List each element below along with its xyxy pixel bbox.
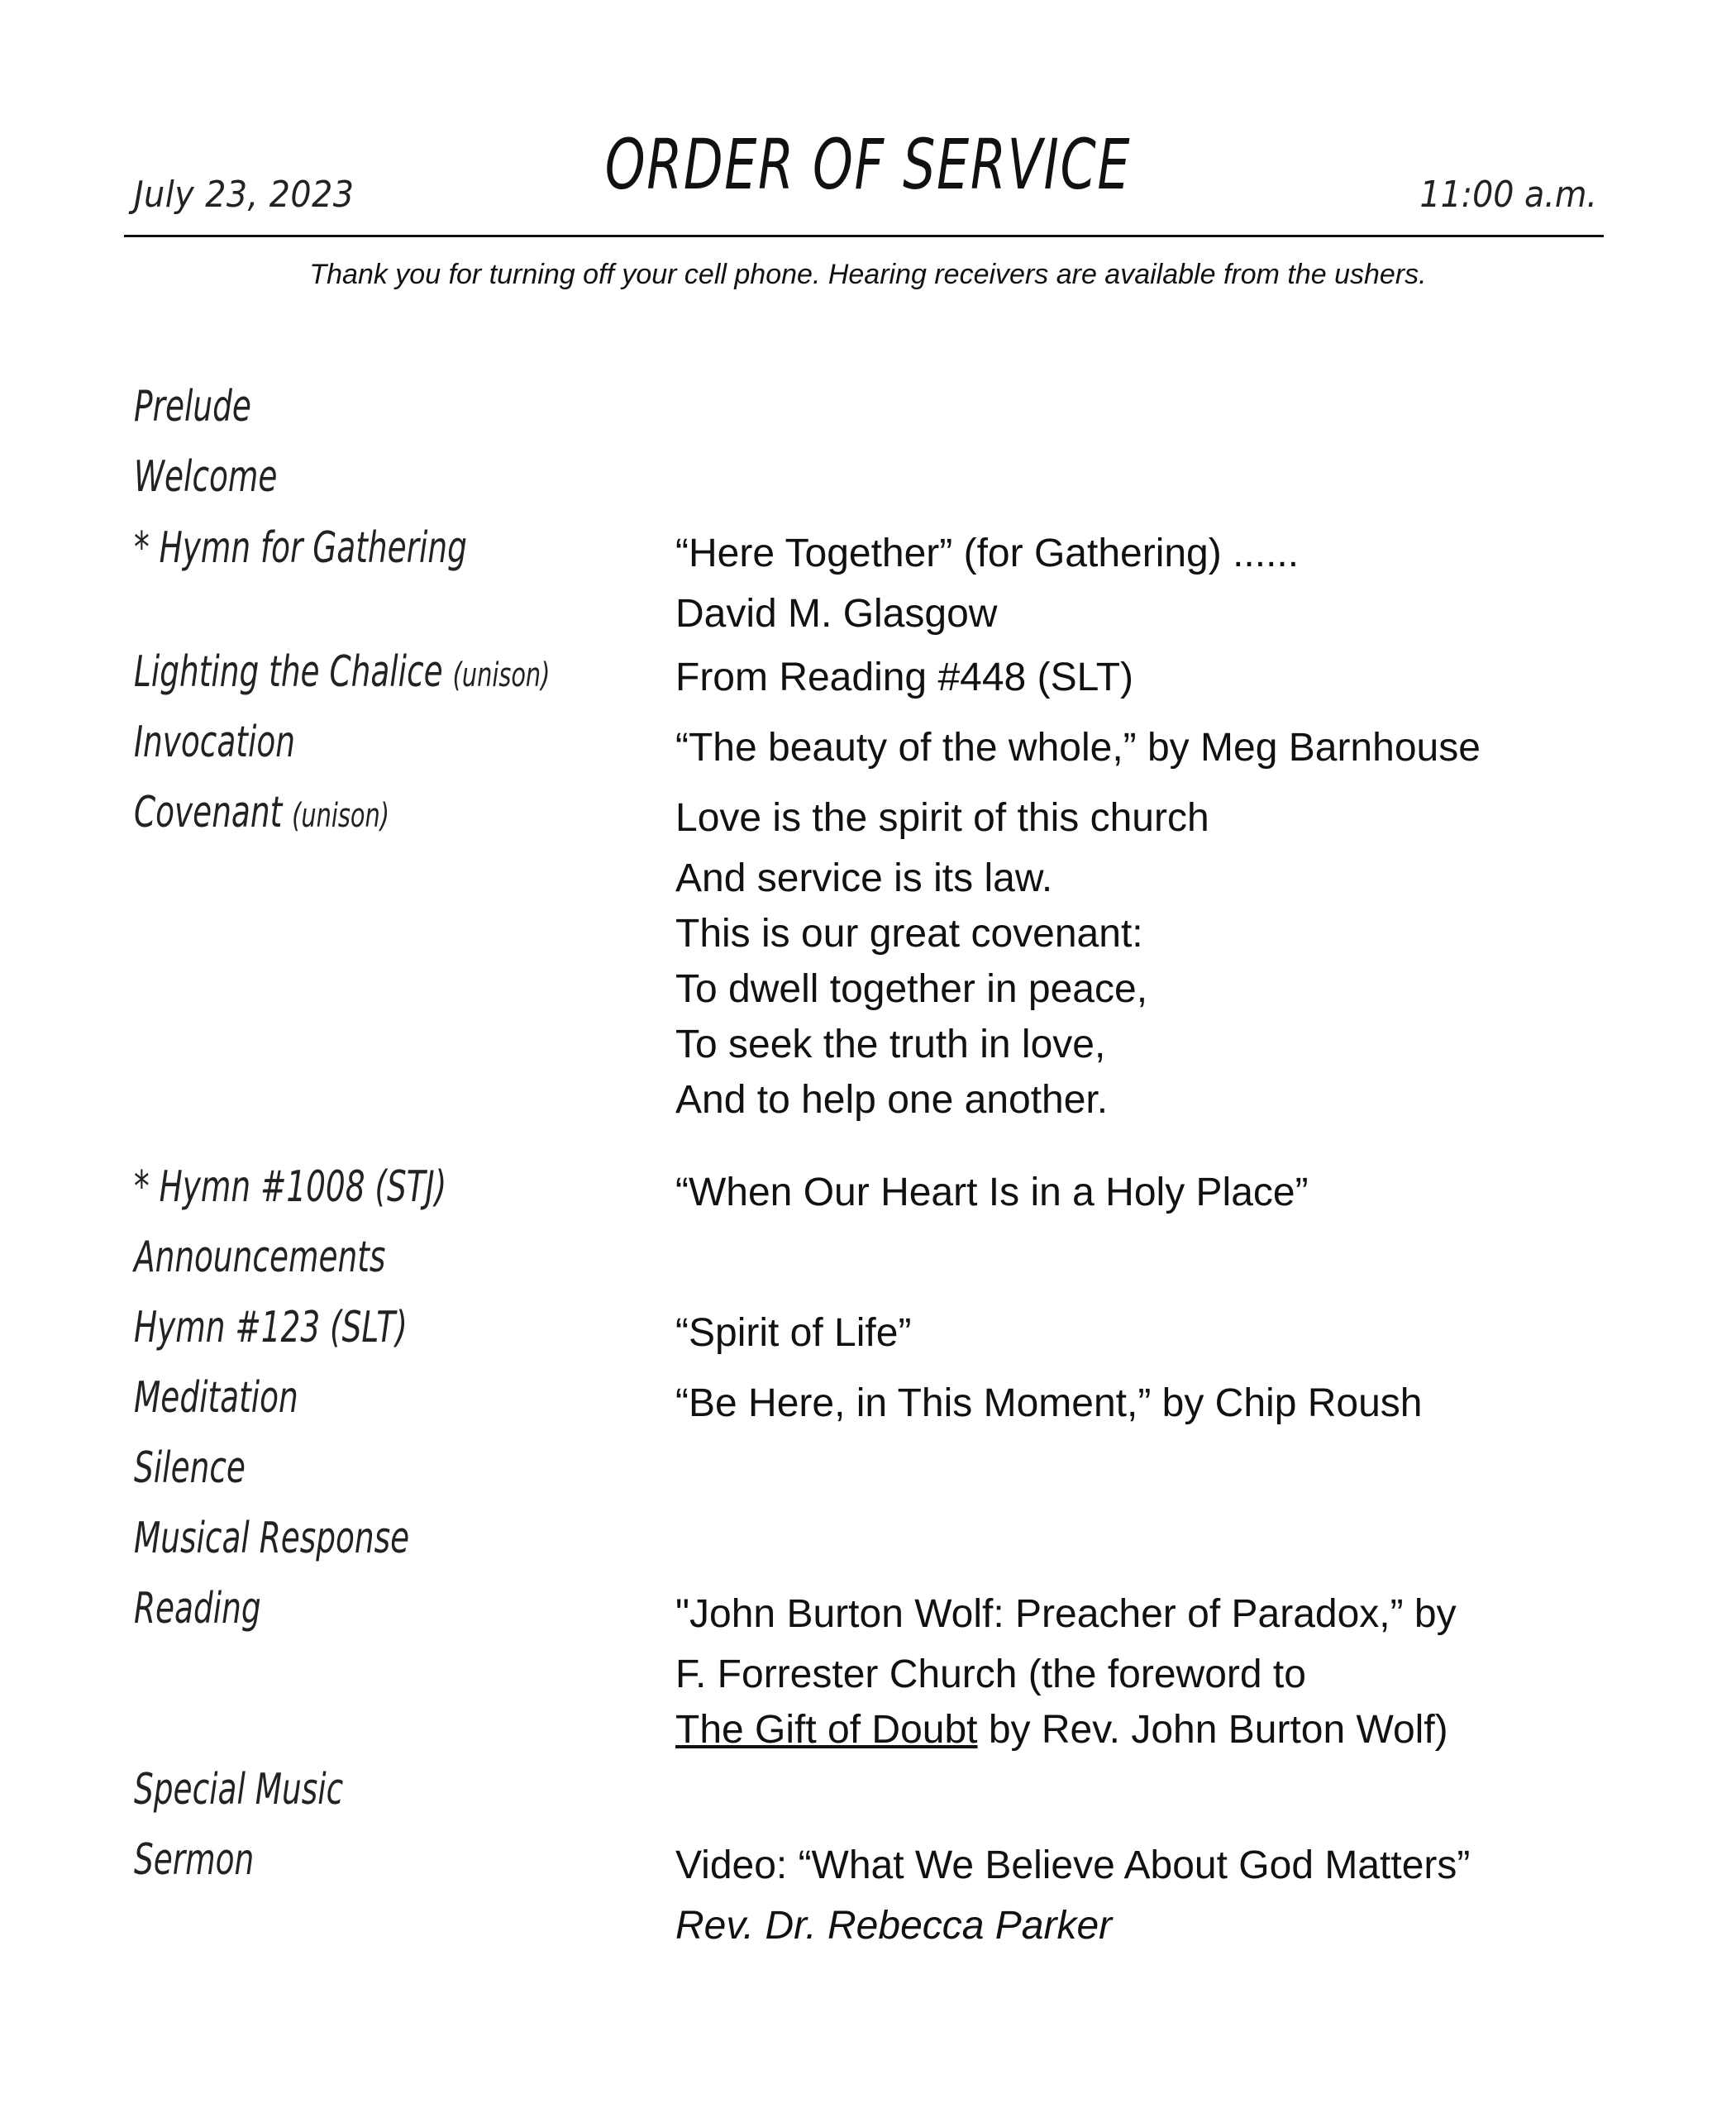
content-line: F. Forrester Church (the foreword to [675, 1653, 1306, 1696]
item-content [675, 526, 1610, 641]
item-content [675, 1376, 1610, 1431]
content-line: To seek the truth in love, [675, 1023, 1106, 1066]
item-content [675, 720, 1610, 775]
item-label: Announcements [134, 1233, 386, 1282]
header-divider [124, 235, 1604, 237]
label-text: Covenant [134, 788, 283, 837]
content-line: To dwell together in peace, [675, 967, 1148, 1011]
content-line: “Here Together” (for Gathering) ...... [675, 532, 1300, 575]
item-label [134, 647, 550, 697]
content-line: And to help one another. [675, 1078, 1109, 1122]
content-line: And service is its law. [675, 856, 1053, 900]
label-note: (unison) [292, 797, 389, 835]
service-time: 11:00 a.m. [1419, 174, 1597, 216]
content-line [675, 1702, 1610, 1757]
item-label [134, 788, 389, 837]
item-content [675, 1838, 1610, 1953]
sermon-speaker: Rev. Dr. Rebecca Parker [675, 1904, 1113, 1948]
item-label: Welcome [134, 452, 278, 502]
content-line: “When Our Heart Is in a Holy Place” [675, 1171, 1309, 1214]
item-content [675, 1305, 1610, 1361]
item-label: Musical Response [134, 1514, 410, 1563]
label-text: Lighting the Chalice [134, 647, 443, 697]
item-content [675, 650, 1610, 705]
page-title: ORDER OF SERVICE [604, 124, 1132, 205]
book-title: The Gift of Doubt [675, 1708, 978, 1752]
item-label: Meditation [134, 1373, 298, 1423]
item-content [675, 1586, 1610, 1757]
content-line: “The beauty of the whole,” by Meg Barnhouse [675, 726, 1481, 770]
content-line: Love is the spirit of this church [675, 796, 1209, 840]
item-label: * Hymn #1008 (STJ) [134, 1162, 447, 1212]
content-line: This is our great covenant: [675, 912, 1143, 956]
item-content [675, 1165, 1610, 1220]
service-date: July 23, 2023 [134, 174, 355, 216]
content-line: David M. Glasgow [675, 592, 998, 636]
item-label: Silence [134, 1443, 246, 1493]
item-label: Special Music [134, 1765, 344, 1815]
label-note: (unison) [452, 656, 551, 694]
item-content [675, 790, 1610, 1128]
content-line: “Spirit of Life” [675, 1311, 912, 1355]
item-label: * Hymn for Gathering [134, 523, 467, 573]
content-line: "John Burton Wolf: Preacher of Paradox,” by [675, 1592, 1457, 1636]
item-label: Invocation [134, 718, 295, 767]
book-rest: by Rev. John Burton Wolf) [977, 1708, 1448, 1752]
item-label: Prelude [134, 382, 251, 432]
content-line: “Be Here, in This Moment,” by Chip Roush [675, 1381, 1423, 1425]
item-label: Hymn #123 (SLT) [134, 1303, 408, 1352]
phone-notice: Thank you for turning off your cell phone. Hearing receivers are available from the ushers. [309, 259, 1427, 290]
item-label: Sermon [134, 1835, 255, 1885]
content-line: Video: “What We Believe About God Matters” [675, 1843, 1471, 1887]
item-label: Reading [134, 1584, 261, 1633]
content-line: From Reading #448 (SLT) [675, 656, 1134, 699]
